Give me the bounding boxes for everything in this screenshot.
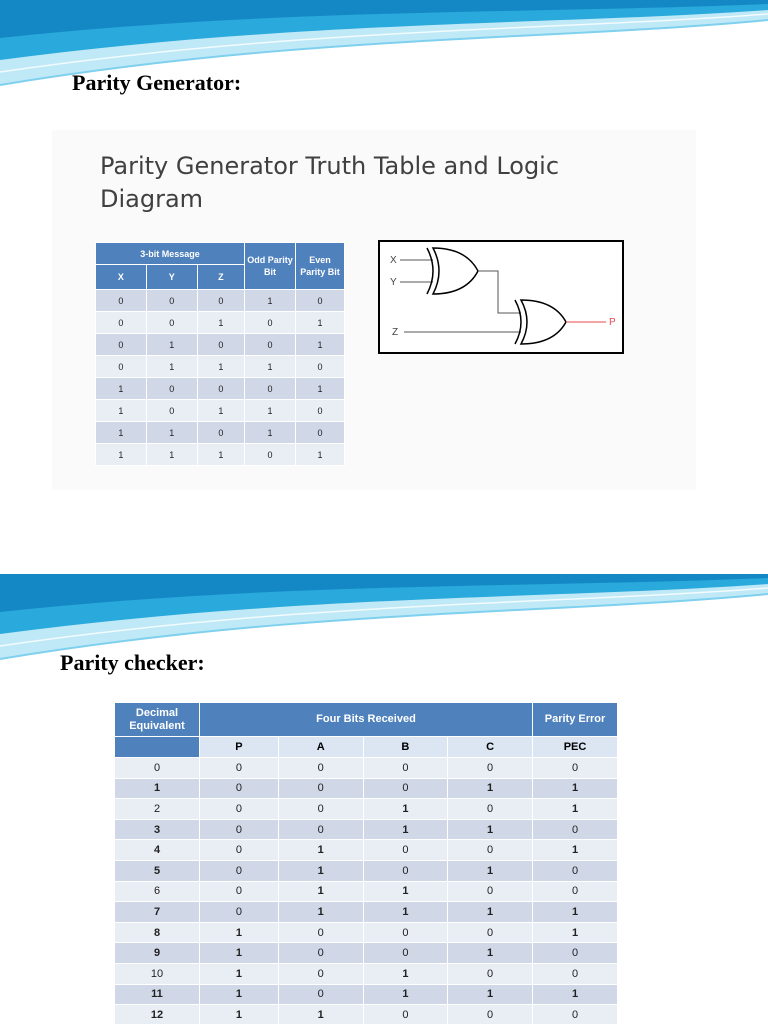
table-cell: 1 xyxy=(146,334,197,356)
table-cell: 1 xyxy=(296,334,345,356)
generator-table-body xyxy=(96,290,345,466)
parity-error-header: Parity Error xyxy=(533,703,618,737)
slide-gap xyxy=(0,560,768,574)
table-cell: 0 xyxy=(115,758,200,779)
table-cell: 0 xyxy=(278,819,363,840)
sub-header: A xyxy=(278,737,363,758)
decimal-subheader-blank xyxy=(115,737,200,758)
table-cell: 6 xyxy=(115,881,200,902)
table-cell: 0 xyxy=(200,881,279,902)
table-cell: 0 xyxy=(363,758,448,779)
generator-truth-table xyxy=(95,242,345,466)
table-cell: 2 xyxy=(115,799,200,820)
table-cell: 0 xyxy=(448,963,533,984)
table-cell: 1 xyxy=(245,422,296,444)
table-cell: 0 xyxy=(200,778,279,799)
table-cell: 0 xyxy=(245,312,296,334)
table-cell: 1 xyxy=(448,819,533,840)
table-cell: 0 xyxy=(197,378,244,400)
table-row xyxy=(115,758,618,779)
table-cell: 1 xyxy=(533,922,618,943)
table-cell: 1 xyxy=(278,840,363,861)
table-cell: 1 xyxy=(278,902,363,923)
table-cell: 1 xyxy=(278,1005,363,1024)
table-cell: 0 xyxy=(363,840,448,861)
table-cell: 1 xyxy=(363,819,448,840)
table-row xyxy=(96,312,345,334)
table-cell: 1 xyxy=(197,312,244,334)
table-cell: 0 xyxy=(296,290,345,312)
table-cell: 0 xyxy=(96,334,147,356)
table-row xyxy=(115,881,618,902)
table-row xyxy=(96,422,345,444)
table-cell: 0 xyxy=(448,1005,533,1024)
table-cell: 1 xyxy=(363,881,448,902)
table-cell: 8 xyxy=(115,922,200,943)
table-cell: 0 xyxy=(278,778,363,799)
table-cell: 0 xyxy=(245,444,296,466)
table-row xyxy=(96,378,345,400)
table-cell: 0 xyxy=(533,819,618,840)
table-cell: 0 xyxy=(245,334,296,356)
table-cell: 1 xyxy=(115,778,200,799)
table-cell: 0 xyxy=(533,881,618,902)
table-cell: 1 xyxy=(296,378,345,400)
label-x: X xyxy=(390,255,397,266)
table-cell: 0 xyxy=(296,422,345,444)
table-row xyxy=(96,444,345,466)
label-p: P xyxy=(609,317,616,328)
table-cell: 0 xyxy=(296,356,345,378)
table-cell: 10 xyxy=(115,963,200,984)
table-cell: 12 xyxy=(115,1005,200,1024)
table-cell: 0 xyxy=(200,819,279,840)
table-cell: 0 xyxy=(96,356,147,378)
table-cell: 0 xyxy=(278,922,363,943)
table-cell: 0 xyxy=(197,422,244,444)
table-row xyxy=(115,943,618,964)
table-cell: 1 xyxy=(296,312,345,334)
table-cell: 0 xyxy=(448,758,533,779)
table-cell: 1 xyxy=(197,444,244,466)
checker-table-body xyxy=(115,758,618,1024)
diagram-frame xyxy=(379,241,623,353)
table-cell: 1 xyxy=(533,902,618,923)
table-cell: 1 xyxy=(448,778,533,799)
slide-parity-checker xyxy=(0,574,768,1024)
table-cell: 0 xyxy=(96,290,147,312)
label-z: Z xyxy=(392,327,399,338)
table-row xyxy=(115,902,618,923)
table-cell: 1 xyxy=(278,860,363,881)
table-cell: 1 xyxy=(96,422,147,444)
table-cell: 1 xyxy=(245,400,296,422)
sub-header: PEC xyxy=(533,737,618,758)
slide-title: Parity Generator: xyxy=(72,70,242,95)
table-cell: 1 xyxy=(96,378,147,400)
table-cell: 1 xyxy=(245,356,296,378)
table-cell: 1 xyxy=(200,1005,279,1024)
table-cell: 0 xyxy=(200,840,279,861)
table-cell: 1 xyxy=(200,963,279,984)
table-cell: 4 xyxy=(115,840,200,861)
table-cell: 0 xyxy=(197,334,244,356)
table-row xyxy=(115,778,618,799)
table-cell: 1 xyxy=(363,984,448,1005)
table-cell: 1 xyxy=(200,943,279,964)
column-header: Y xyxy=(146,265,197,290)
slide-title: Parity checker: xyxy=(60,650,205,675)
table-cell: 0 xyxy=(363,922,448,943)
table-cell: 0 xyxy=(245,378,296,400)
table-cell: 11 xyxy=(115,984,200,1005)
table-cell: 0 xyxy=(278,963,363,984)
table-cell: 1 xyxy=(96,444,147,466)
table-cell: 0 xyxy=(363,1005,448,1024)
table-cell: 1 xyxy=(448,860,533,881)
table-cell: 1 xyxy=(200,984,279,1005)
table-row xyxy=(96,400,345,422)
table-cell: 0 xyxy=(278,984,363,1005)
table-cell: 0 xyxy=(296,400,345,422)
table-cell: 1 xyxy=(363,799,448,820)
table-row xyxy=(115,840,618,861)
table-cell: 0 xyxy=(363,943,448,964)
table-cell: 7 xyxy=(115,902,200,923)
table-cell: 0 xyxy=(448,799,533,820)
table-row xyxy=(96,290,345,312)
even-parity-header: Even Parity Bit xyxy=(296,243,345,290)
table-cell: 1 xyxy=(245,290,296,312)
checker-truth-table xyxy=(114,702,618,1024)
table-cell: 0 xyxy=(363,860,448,881)
table-cell: 1 xyxy=(448,902,533,923)
table-cell: 1 xyxy=(533,984,618,1005)
table-cell: 1 xyxy=(533,778,618,799)
table-cell: 1 xyxy=(363,963,448,984)
column-header: X xyxy=(96,265,147,290)
table-cell: 0 xyxy=(278,943,363,964)
table-cell: 0 xyxy=(200,860,279,881)
table-cell: 1 xyxy=(96,400,147,422)
table-cell: 0 xyxy=(363,778,448,799)
table-cell: 5 xyxy=(115,860,200,881)
table-row xyxy=(115,922,618,943)
table-cell: 1 xyxy=(197,356,244,378)
table-cell: 0 xyxy=(200,758,279,779)
table-cell: 1 xyxy=(363,902,448,923)
column-header: Z xyxy=(197,265,244,290)
table-cell: 0 xyxy=(146,290,197,312)
table-row xyxy=(115,819,618,840)
table-row xyxy=(115,799,618,820)
table-cell: 1 xyxy=(146,444,197,466)
table-cell: 0 xyxy=(146,400,197,422)
table-row xyxy=(115,984,618,1005)
table-cell: 1 xyxy=(146,356,197,378)
table-cell: 0 xyxy=(146,378,197,400)
table-cell: 1 xyxy=(533,799,618,820)
table-cell: 0 xyxy=(533,963,618,984)
table-cell: 1 xyxy=(533,840,618,861)
table-cell: 0 xyxy=(533,860,618,881)
table-cell: 1 xyxy=(278,881,363,902)
table-cell: 9 xyxy=(115,943,200,964)
table-row xyxy=(115,1005,618,1024)
table-cell: 1 xyxy=(448,984,533,1005)
table-cell: 0 xyxy=(278,758,363,779)
table-row xyxy=(115,860,618,881)
table-cell: 3 xyxy=(115,819,200,840)
table-cell: 0 xyxy=(197,290,244,312)
table-cell: 0 xyxy=(448,840,533,861)
label-y: Y xyxy=(390,277,397,288)
table-row xyxy=(115,963,618,984)
table-row xyxy=(96,356,345,378)
table-cell: 1 xyxy=(200,922,279,943)
table-cell: 0 xyxy=(200,902,279,923)
table-cell: 1 xyxy=(197,400,244,422)
logic-diagram xyxy=(378,240,624,354)
table-cell: 0 xyxy=(533,943,618,964)
sub-header: C xyxy=(448,737,533,758)
bits-received-header: Four Bits Received xyxy=(200,703,533,737)
table-cell: 0 xyxy=(278,799,363,820)
table-cell: 0 xyxy=(146,312,197,334)
sub-header: B xyxy=(363,737,448,758)
table-cell: 0 xyxy=(533,1005,618,1024)
table-cell: 0 xyxy=(533,758,618,779)
decimal-header: Decimal Equivalent xyxy=(115,703,200,737)
odd-parity-header: Odd Parity Bit xyxy=(245,243,296,290)
panel-title: Parity Generator Truth Table and Logic Diagram xyxy=(100,152,560,213)
table-cell: 0 xyxy=(96,312,147,334)
table-cell: 0 xyxy=(200,799,279,820)
table-cell: 1 xyxy=(448,943,533,964)
table-cell: 1 xyxy=(296,444,345,466)
table-cell: 1 xyxy=(146,422,197,444)
message-group-header: 3-bit Message xyxy=(96,243,245,265)
table-cell: 0 xyxy=(448,881,533,902)
table-row xyxy=(96,334,345,356)
sub-header: P xyxy=(200,737,279,758)
table-cell: 0 xyxy=(448,922,533,943)
